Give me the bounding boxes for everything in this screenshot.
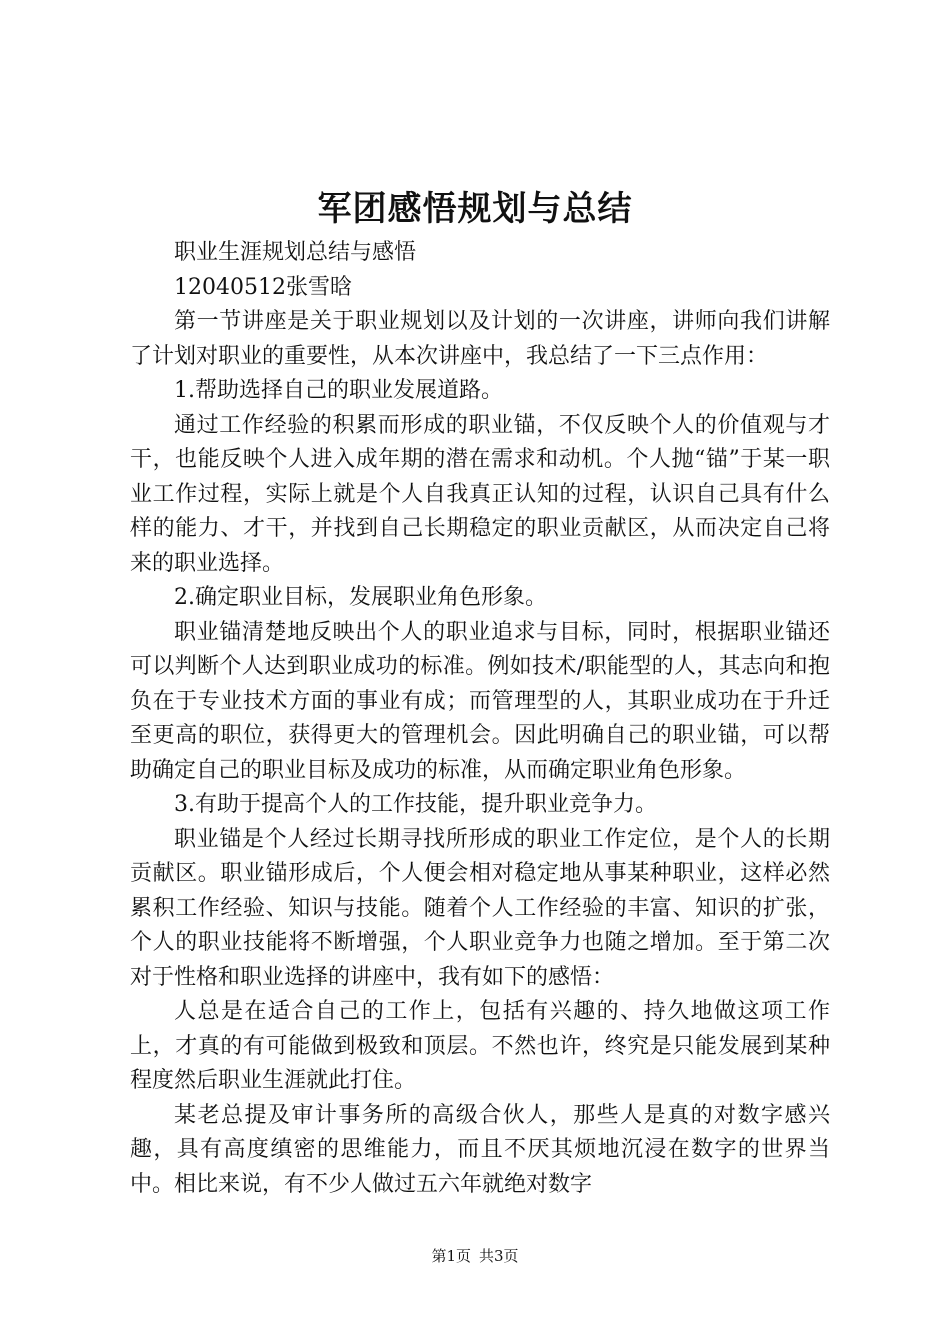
page-number: 第1页: [431, 1247, 471, 1265]
paragraph-subtitle: 职业生涯规划总结与感悟: [174, 240, 417, 265]
paragraph-point-2-detail: 职业锚清楚地反映出个人的职业追求与目标，同时，根据职业锚还可以判断个人达到职业成功的标准。例如技术/职能型的人，其志向和抱负在于专业技术方面的事业有成；而管理型的人，其职业成功在于升迁至更高的职位，获得更大的管理机会。因此明确自己的职业锚，可以帮助确定自己的职业目标及成功的标准，从而确定职业角色形象。: [130, 619, 830, 783]
paragraph-intro: 第一节讲座是关于职业规划以及计划的一次讲座，讲师向我们讲解了计划对职业的重要性，从本次讲座中，我总结了一下三点作用：: [130, 309, 830, 369]
paragraph-reflection: 人总是在适合自己的工作上，包括有兴趣的、持久地做这项工作上，才真的有可能做到极致和顶层。不然也许，终究是只能发展到某种程度然后职业生涯就此打住。: [130, 999, 830, 1093]
paragraph-point-3: 3.有助于提高个人的工作技能，提升职业竞争力。: [174, 792, 657, 817]
paragraph-point-3-detail: 职业锚是个人经过长期寻找所形成的职业工作定位，是个人的长期贡献区。职业锚形成后，个人便会相对稳定地从事某种职业，这样必然累积工作经验、知识与技能。随着个人工作经验的丰富、知识的扩张，个人的职业技能将不断增强，个人职业竞争力也随之增加。至于第二次对于性格和职业选择的讲座中，我有如下的感悟：: [130, 826, 830, 990]
paragraph-point-2: 2.确定职业目标，发展职业角色形象。: [174, 585, 547, 610]
paragraph-author: 12040512张雪晗: [174, 274, 352, 300]
document-body: [130, 236, 830, 1202]
paragraph-point-1: 1.帮助选择自己的职业发展道路。: [174, 378, 503, 403]
document-title: 军团感悟规划与总结: [317, 189, 633, 229]
paragraph-example: 某老总提及审计事务所的高级合伙人，那些人是真的对数字感兴趣，具有高度缜密的思维能力，而且不厌其烦地沉浸在数字的世界当中。相比来说，有不少人做过五六年就绝对数字: [130, 1102, 830, 1197]
page-footer: [0, 1246, 950, 1266]
page-total: 共3页: [479, 1247, 519, 1265]
paragraph-point-1-detail: 通过工作经验的积累而形成的职业锚，不仅反映个人的价值观与才干，也能反映个人进入成年期的潜在需求和动机。个人抛“锚”于某一职业工作过程，实际上就是个人自我真正认知的过程，认识自己具有什么样的能力、才干，并找到自己长期稳定的职业贡献区，从而决定自己将来的职业选择。: [130, 412, 830, 576]
